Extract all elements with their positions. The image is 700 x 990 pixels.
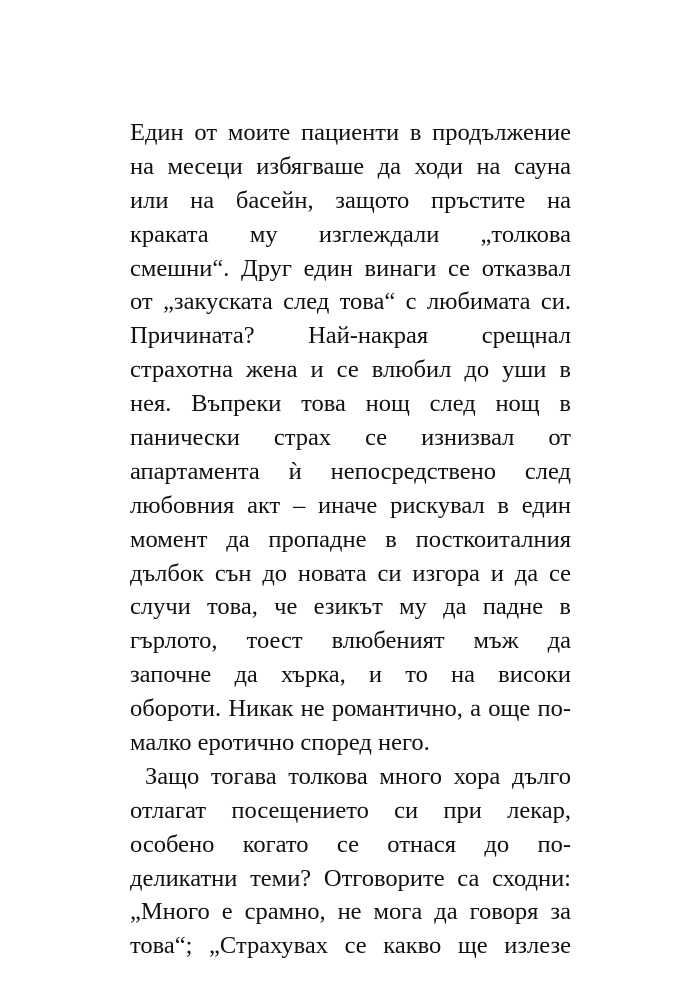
text-line: малко еротично според него. (130, 729, 430, 757)
text-line: или на басейн, защото пръстите на (130, 186, 571, 214)
text-line: апартамента ѝ непосредствено след (130, 457, 571, 485)
text-line: от „закуската след това“ с любимата си. (130, 288, 571, 316)
text-line: Защо тогава толкова много хора дълго (145, 762, 571, 790)
text-line: Един от моите пациенти в продължение (130, 119, 571, 146)
text-line: това“; „Страхувах се какво ще излезе (130, 932, 571, 960)
text-line: деликатни теми? Отговорите са сходни: (130, 864, 571, 892)
text-line: страхотна жена и се влюбил до уши в (130, 356, 571, 384)
paragraph-1 (130, 116, 571, 760)
body-text (130, 116, 571, 963)
text-line: Причината? Най-накрая срещнал (130, 322, 571, 350)
text-line: особено когато се отнася до по- (130, 830, 571, 858)
text-line: на месеци избягваше да ходи на сауна (130, 152, 571, 180)
text-line: дълбок сън до новата си изгора и да се (130, 559, 571, 587)
paragraph-2 (130, 760, 571, 963)
text-line: отлагат посещението си при лекар, (130, 796, 571, 824)
text-line: нея. Въпреки това нощ след нощ в (130, 390, 571, 418)
text-line: „Много е срамно, не мога да говоря за (130, 898, 571, 926)
text-line: гърлото, тоест влюбеният мъж да (130, 627, 571, 655)
text-line: смешни“. Друг един винаги се отказвал (130, 254, 571, 282)
text-line: обороти. Никак не романтично, а още по- (130, 695, 571, 723)
text-line: любовния акт – иначе рискувал в един (130, 491, 571, 519)
text-line: момент да пропадне в посткоиталния (130, 525, 571, 553)
text-line: панически страх се изнизвал от (130, 424, 571, 452)
text-line: краката му изглеждали „толкова (130, 220, 571, 248)
text-line: започне да хърка, и то на високи (130, 661, 571, 689)
text-line: случи това, че езикът му да падне в (130, 593, 571, 621)
